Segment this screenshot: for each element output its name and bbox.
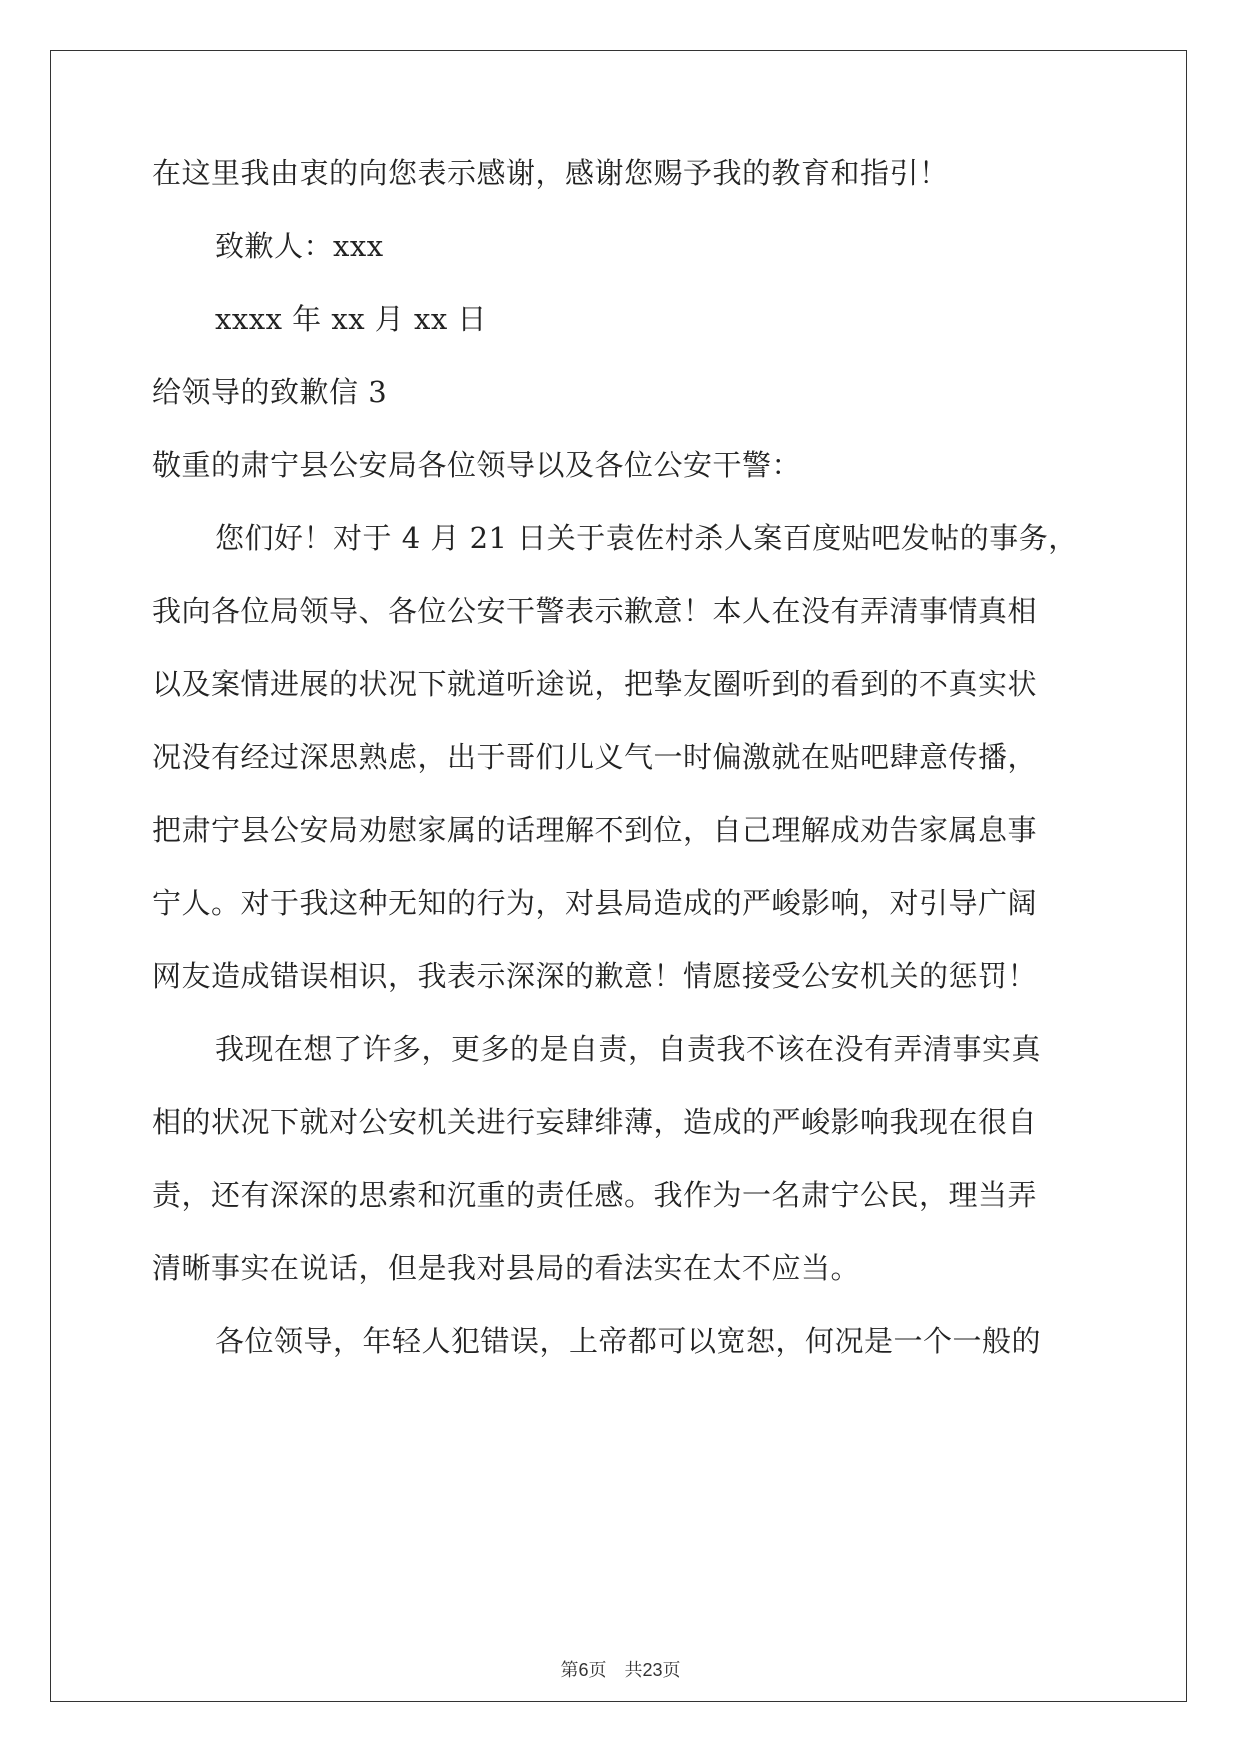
body-line: 我向各位局领导、各位公安干警表示歉意！本人在没有弄清事情真相 (152, 594, 1038, 628)
body-line: 我现在想了许多，更多的是自责，自责我不该在没有弄清事实真 (215, 1032, 1042, 1066)
page-prefix: 第 (560, 1660, 579, 1681)
total-suffix: 页 (662, 1660, 681, 1681)
page-total: 23 (642, 1660, 663, 1680)
salutation-line: 敬重的肃宁县公安局各位领导以及各位公安干警： (152, 448, 802, 482)
page-current: 6 (578, 1660, 589, 1680)
section-title: 给领导的致歉信 3 (152, 375, 388, 409)
body-line: 网友造成错误相识，我表示深深的歉意！情愿接受公安机关的惩罚！ (152, 959, 1038, 993)
body-line: 宁人。对于我这种无知的行为，对县局造成的严峻影响，对引导广阔 (152, 886, 1038, 920)
page-suffix: 页 (588, 1660, 607, 1681)
body-line: 在这里我由衷的向您表示感谢，感谢您赐予我的教育和指引！ (152, 156, 949, 190)
total-prefix: 共 (624, 1660, 643, 1681)
body-line: 相的状况下就对公安机关进行妄肆绯薄，造成的严峻影响我现在很自 (152, 1105, 1038, 1139)
date-line: xxxx 年 xx 月 xx 日 (215, 302, 487, 336)
body-line: 以及案情进展的状况下就道听途说，把挚友圈听到的看到的不真实状 (152, 667, 1038, 701)
body-line: 您们好！对于 4 月 21 日关于袁佐村杀人案百度贴吧发帖的事务， (215, 521, 1078, 555)
page-footer (0, 1658, 1241, 1683)
body-line: 清晰事实在说话，但是我对县局的看法实在太不应当。 (152, 1251, 861, 1285)
body-line: 各位领导，年轻人犯错误，上帝都可以宽恕，何况是一个一般的 (215, 1324, 1042, 1358)
signature-line: 致歉人：xxx (215, 229, 384, 263)
page-border (50, 50, 1187, 1702)
body-line: 责，还有深深的思索和沉重的责任感。我作为一名肃宁公民，理当弄 (152, 1178, 1038, 1212)
body-line: 把肃宁县公安局劝慰家属的话理解不到位，自己理解成劝告家属息事 (152, 813, 1038, 847)
body-line: 况没有经过深思熟虑，出于哥们儿义气一时偏激就在贴吧肆意传播， (152, 740, 1038, 774)
